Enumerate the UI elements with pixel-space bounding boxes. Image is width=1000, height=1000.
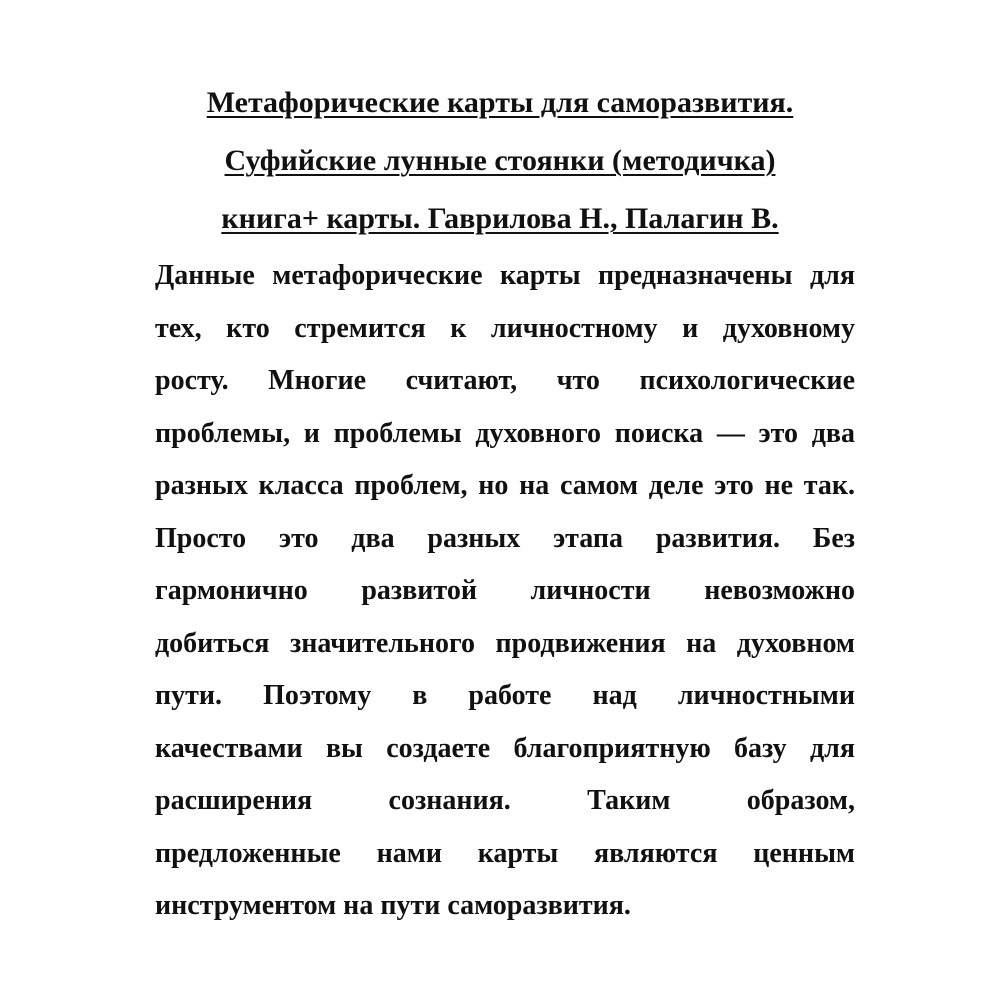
document-title (100, 74, 900, 248)
body-line: предложенные нами карты являются ценным (155, 837, 855, 869)
body-line: расширения сознания. Таким образом, (155, 785, 855, 816)
body-line-last: инструментом на пути саморазвития. (155, 890, 631, 921)
body-line: Данные метафорические карты предназначены для (155, 260, 855, 291)
title-line-2: Суфийские лунные стоянки (методичка) (224, 144, 776, 177)
body-line: пути. Поэтому в работе над личностными (155, 680, 855, 711)
body-line: Просто это два разных этапа развития. Без (155, 522, 855, 554)
body-line: гармонично развитой личности невозможно (155, 575, 855, 606)
body-line: качествами вы создаете благоприятную базу для (155, 732, 855, 764)
title-line-1: Метафорические карты для саморазвития. (206, 86, 794, 119)
body-line: добиться значительного продвижения на духовном (155, 627, 855, 659)
body-line: разных класса проблем, но на самом деле это не так. (155, 470, 855, 501)
body-line: проблемы, и проблемы духовного поиска — это два (155, 417, 855, 449)
title-line-3: книга+ карты. Гаврилова Н., Палагин В. (221, 202, 779, 235)
body-line: росту. Многие считают, что психологические (155, 365, 855, 396)
document-body-paragraph (155, 250, 855, 933)
body-line: тех, кто стремится к личностному и духовному (155, 312, 855, 344)
